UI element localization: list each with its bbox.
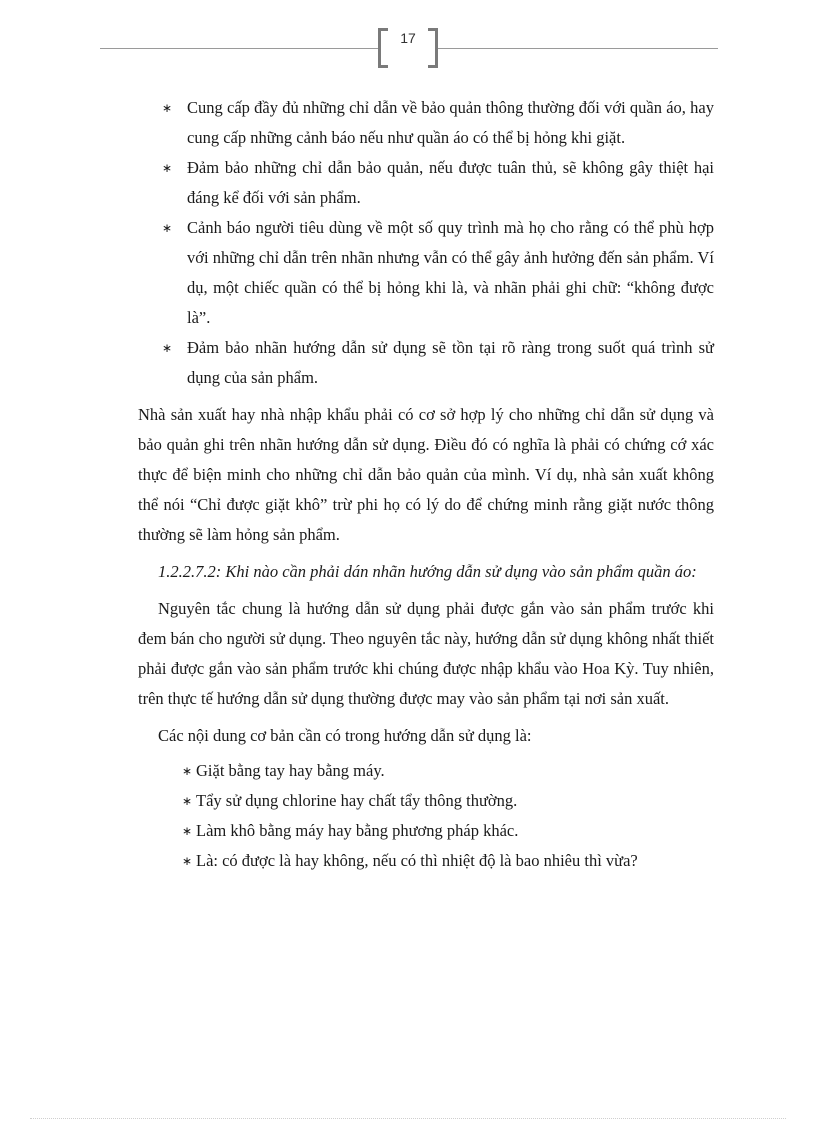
list-item (138, 153, 714, 213)
header-rule-right (438, 48, 718, 49)
list-item-text: Giặt bằng tay hay bằng máy. (196, 761, 385, 780)
list-item-text: Cung cấp đầy đủ những chỉ dẫn về bảo quản thông thường đối với quần áo, hay cung cấp những cảnh báo nếu như quần áo có thể bị hỏng khi giặt. (187, 98, 714, 147)
list-item (138, 846, 714, 876)
list-item (138, 93, 714, 153)
asterisk-bullet-icon: ∗ (182, 794, 193, 808)
asterisk-bullet-icon: ∗ (182, 854, 193, 868)
basic-contents-list (138, 756, 714, 876)
list-item (138, 333, 714, 393)
list-item-text: Tẩy sử dụng chlorine hay chất tẩy thông thường. (196, 791, 518, 810)
page-number-bracket-right (428, 28, 438, 68)
list-item (138, 786, 714, 816)
section-heading: 1.2.2.7.2: Khi nào cần phải dán nhãn hướng dẫn sử dụng vào sản phẩm quần áo: (158, 562, 697, 581)
paragraph-basis-requirement: Nhà sản xuất hay nhà nhập khẩu phải có cơ sở hợp lý cho những chỉ dẫn sử dụng và bảo quản ghi trên nhãn hướng dẫn sử dụng. Điều đó có nghĩa là phải có chứng cớ xác thực để biện minh cho những chỉ dẫn bảo quản của mình. Ví dụ, nhà sản xuất không thể nói “Chỉ được giặt khô” trừ phi họ có lý do để chứng minh rằng giặt nước thông thường sẽ làm hỏng sản phẩm. (138, 405, 714, 544)
paragraph-general-principle: Nguyên tắc chung là hướng dẫn sử dụng phải được gắn vào sản phẩm trước khi đem bán cho người sử dụng. Theo nguyên tắc này, hướng dẫn sử dụng không nhất thiết phải được gắn vào sản phẩm trước khi chúng được nhập khẩu vào Hoa Kỳ. Tuy nhiên, trên thực tế hướng dẫn sử dụng thường được may vào sản phẩm tại nơi sản xuất. (138, 599, 714, 708)
list-item-text: Là: có được là hay không, nếu có thì nhiệt độ là bao nhiêu thì vừa? (196, 851, 638, 870)
page-header (0, 0, 816, 80)
care-instructions-list (138, 93, 714, 393)
list-item (138, 213, 714, 333)
asterisk-bullet-icon: ∗ (162, 101, 173, 115)
asterisk-bullet-icon: ∗ (162, 341, 173, 355)
asterisk-bullet-icon: ∗ (182, 824, 193, 838)
asterisk-bullet-icon: ∗ (162, 221, 173, 235)
document-body (138, 93, 714, 876)
page-number: 17 (400, 30, 416, 46)
page-bottom-border (30, 1118, 786, 1119)
header-rule-left (100, 48, 378, 49)
paragraph-basic-contents: Các nội dung cơ bản cần có trong hướng dẫn sử dụng là: (158, 726, 532, 745)
asterisk-bullet-icon: ∗ (162, 161, 173, 175)
list-item-text: Đảm bảo những chỉ dẫn bảo quản, nếu được tuân thủ, sẽ không gây thiệt hại đáng kể đối với sản phẩm. (187, 158, 714, 207)
page-number-bracket-left (378, 28, 388, 68)
list-item-text: Cảnh báo người tiêu dùng về một số quy trình mà họ cho rằng có thể phù hợp với những chỉ dẫn trên nhãn nhưng vẫn có thể gây ảnh hưởng đến sản phẩm. Ví dụ, một chiếc quần có thể bị hỏng khi là, và nhãn phải ghi chữ: “không được là”. (187, 218, 714, 327)
list-item-text: Đảm bảo nhãn hướng dẫn sử dụng sẽ tồn tại rõ ràng trong suốt quá trình sử dụng của sản phẩm. (187, 338, 714, 387)
list-item-text: Làm khô bằng máy hay bằng phương pháp khác. (196, 821, 519, 840)
asterisk-bullet-icon: ∗ (182, 764, 193, 778)
list-item (138, 756, 714, 786)
list-item (138, 816, 714, 846)
